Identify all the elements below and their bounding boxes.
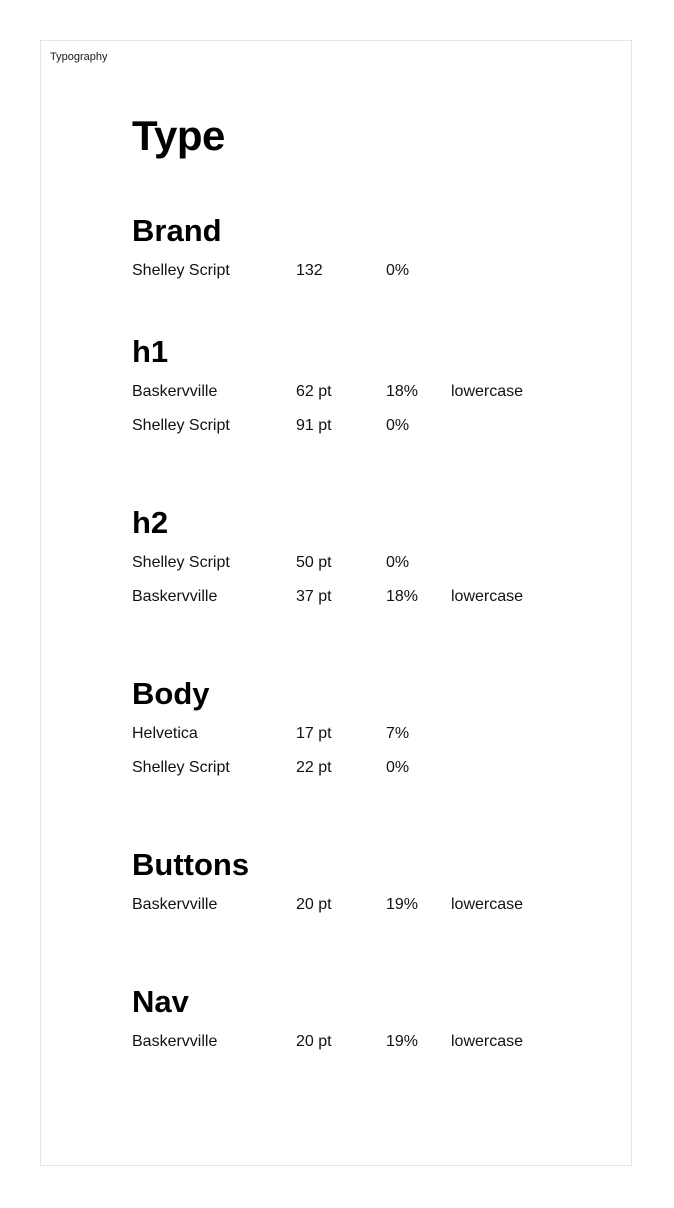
letter-spacing: 0% <box>386 417 410 434</box>
type-spec-list <box>132 551 612 619</box>
letter-spacing: 19% <box>386 896 419 913</box>
section-body <box>132 677 612 790</box>
letter-spacing: 18% <box>386 588 419 605</box>
type-spec-row <box>132 893 612 927</box>
type-spec-list <box>132 380 612 448</box>
page-title: Type <box>132 112 225 159</box>
section-title-h2: h2 <box>132 505 169 540</box>
text-case: lowercase <box>451 383 524 400</box>
type-spec-row <box>132 414 612 448</box>
section-h2 <box>132 506 612 619</box>
font-name: Shelley Script <box>132 554 230 571</box>
type-spec-list <box>132 722 612 790</box>
font-size: 37 pt <box>296 588 332 605</box>
section-title-buttons: Buttons <box>132 847 250 882</box>
font-size: 22 pt <box>296 759 332 776</box>
type-spec-list <box>132 893 612 927</box>
font-size: 20 pt <box>296 1033 332 1050</box>
type-spec-row <box>132 1030 612 1064</box>
section-brand <box>132 214 612 293</box>
section-title-h1: h1 <box>132 334 169 369</box>
font-size: 132 <box>296 262 323 279</box>
frame-label[interactable]: Typography <box>50 51 108 63</box>
section-h1 <box>132 335 612 448</box>
type-spec-list <box>132 259 612 293</box>
typography-frame <box>40 40 632 1166</box>
text-case: lowercase <box>451 1033 524 1050</box>
font-name: Baskervville <box>132 896 218 913</box>
type-spec-row <box>132 259 612 293</box>
section-title-body: Body <box>132 676 210 711</box>
font-size: 17 pt <box>296 725 332 742</box>
letter-spacing: 7% <box>386 725 410 742</box>
font-name: Shelley Script <box>132 759 230 776</box>
letter-spacing: 0% <box>386 262 410 279</box>
font-size: 50 pt <box>296 554 332 571</box>
type-spec-row <box>132 380 612 414</box>
font-name: Helvetica <box>132 725 198 742</box>
font-name: Baskervville <box>132 588 218 605</box>
section-buttons <box>132 848 612 927</box>
type-spec-row <box>132 756 612 790</box>
font-name: Baskervville <box>132 383 218 400</box>
type-spec-list <box>132 1030 612 1064</box>
letter-spacing: 0% <box>386 759 410 776</box>
font-name: Baskervville <box>132 1033 218 1050</box>
text-case: lowercase <box>451 896 524 913</box>
section-title-brand: Brand <box>132 213 222 248</box>
font-name: Shelley Script <box>132 262 230 279</box>
text-case: lowercase <box>451 588 524 605</box>
letter-spacing: 0% <box>386 554 410 571</box>
font-size: 91 pt <box>296 417 332 434</box>
type-spec-row <box>132 551 612 585</box>
section-title-nav: Nav <box>132 984 189 1019</box>
letter-spacing: 19% <box>386 1033 419 1050</box>
font-name: Shelley Script <box>132 417 230 434</box>
font-size: 20 pt <box>296 896 332 913</box>
letter-spacing: 18% <box>386 383 419 400</box>
type-spec-row <box>132 722 612 756</box>
type-spec-row <box>132 585 612 619</box>
font-size: 62 pt <box>296 383 332 400</box>
section-nav <box>132 985 612 1064</box>
